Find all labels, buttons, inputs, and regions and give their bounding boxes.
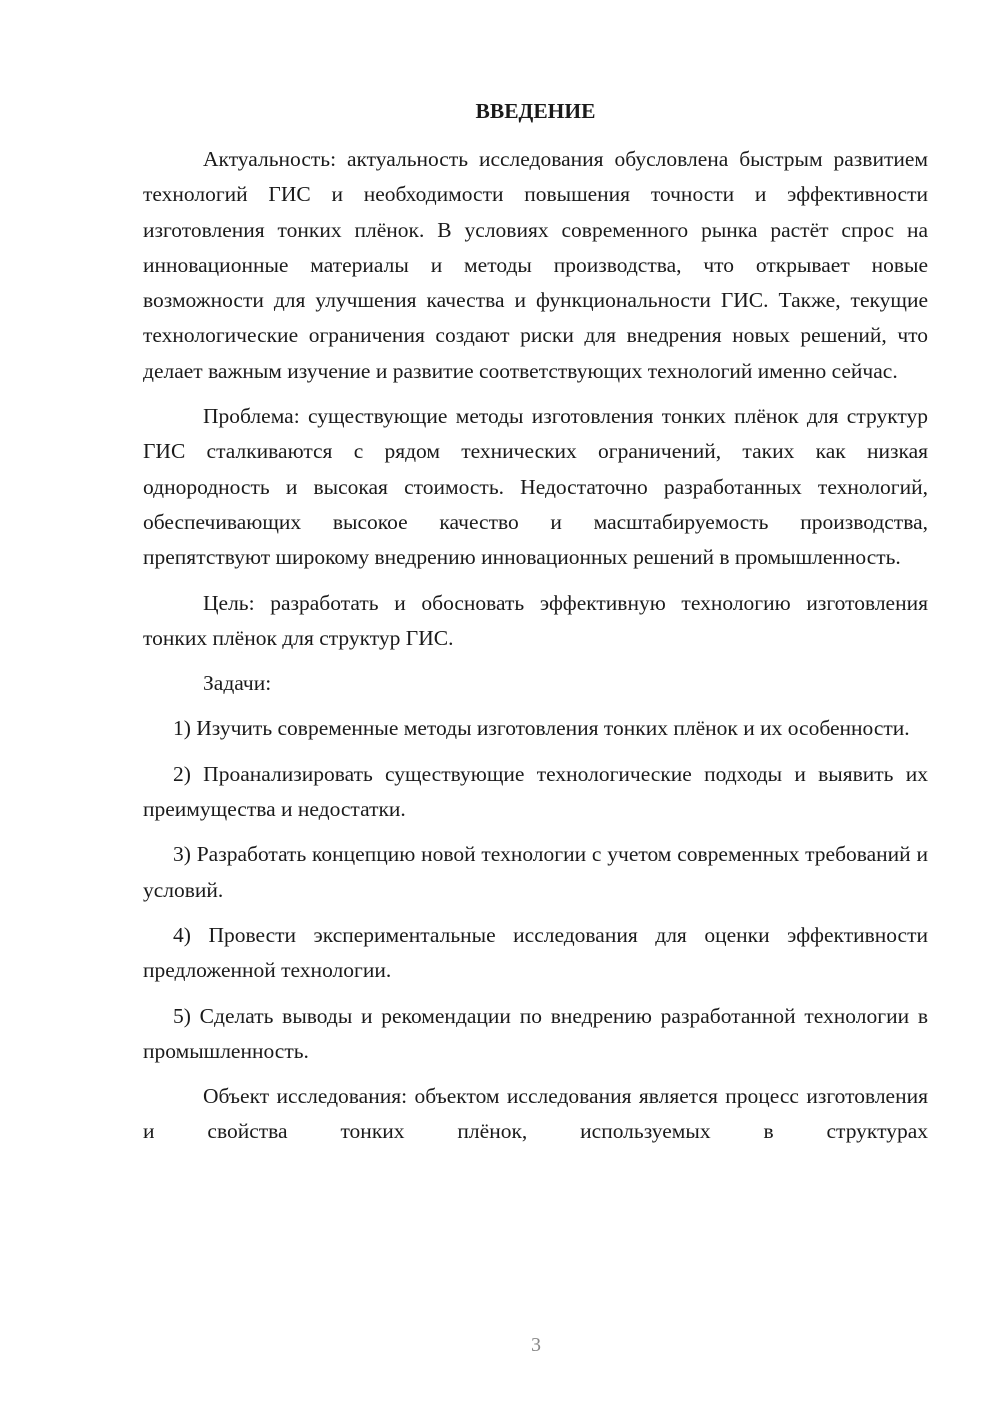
task-item: 2) Проанализировать существующие технологические подходы и выявить их преимущества и недостатки. — [143, 761, 928, 822]
task-item: 1) Изучить современные методы изготовления тонких плёнок и их особенности. — [173, 716, 910, 741]
problem-paragraph: Проблема: существующие методы изготовления тонких плёнок для структур ГИС сталкиваются с рядом технических ограничений, таких как низкая однородность и высокая стоимость. Недостаточно разработанных технологий, обеспечивающих высокое качество и масштабируемость производства, препятствуют широкому внедрению инновационных решений в промышленность. — [143, 404, 928, 570]
object-paragraph: Объект исследования: объектом исследования является процесс изготовления и свойства тонких плёнок, используемых в структурах — [143, 1084, 928, 1144]
goal-paragraph: Цель: разработать и обосновать эффективную технологию изготовления тонких плёнок для структур ГИС. — [143, 590, 928, 650]
page-number: 3 — [531, 1334, 541, 1356]
tasks-label: Задачи: — [203, 671, 272, 696]
section-heading: ВВЕДЕНИЕ — [475, 99, 596, 123]
task-item: 5) Сделать выводы и рекомендации по внедрению разработанной технологии в промышленность. — [143, 1003, 928, 1063]
tasks-list — [143, 711, 928, 1069]
task-item: 4) Провести экспериментальные исследования для оценки эффективности предложенной технологии. — [143, 922, 928, 983]
relevance-paragraph: Актуальность: актуальность исследования обусловлена быстрым развитием технологий ГИС и необходимости повышения точности и эффективности изготовления тонких плёнок. В условиях современного рынка растёт спрос на инновационные материалы и методы производства, что открывает новые возможности для улучшения качества и функциональности ГИС. Также, текущие технологические ограничения создают риски для внедрения новых решений, что делает важным изучение и развитие соответствующих технологий именно сейчас. — [143, 147, 928, 383]
task-item: 3) Разработать концепцию новой технологии с учетом современных требований и условий. — [143, 842, 928, 902]
document-page — [143, 96, 928, 1160]
